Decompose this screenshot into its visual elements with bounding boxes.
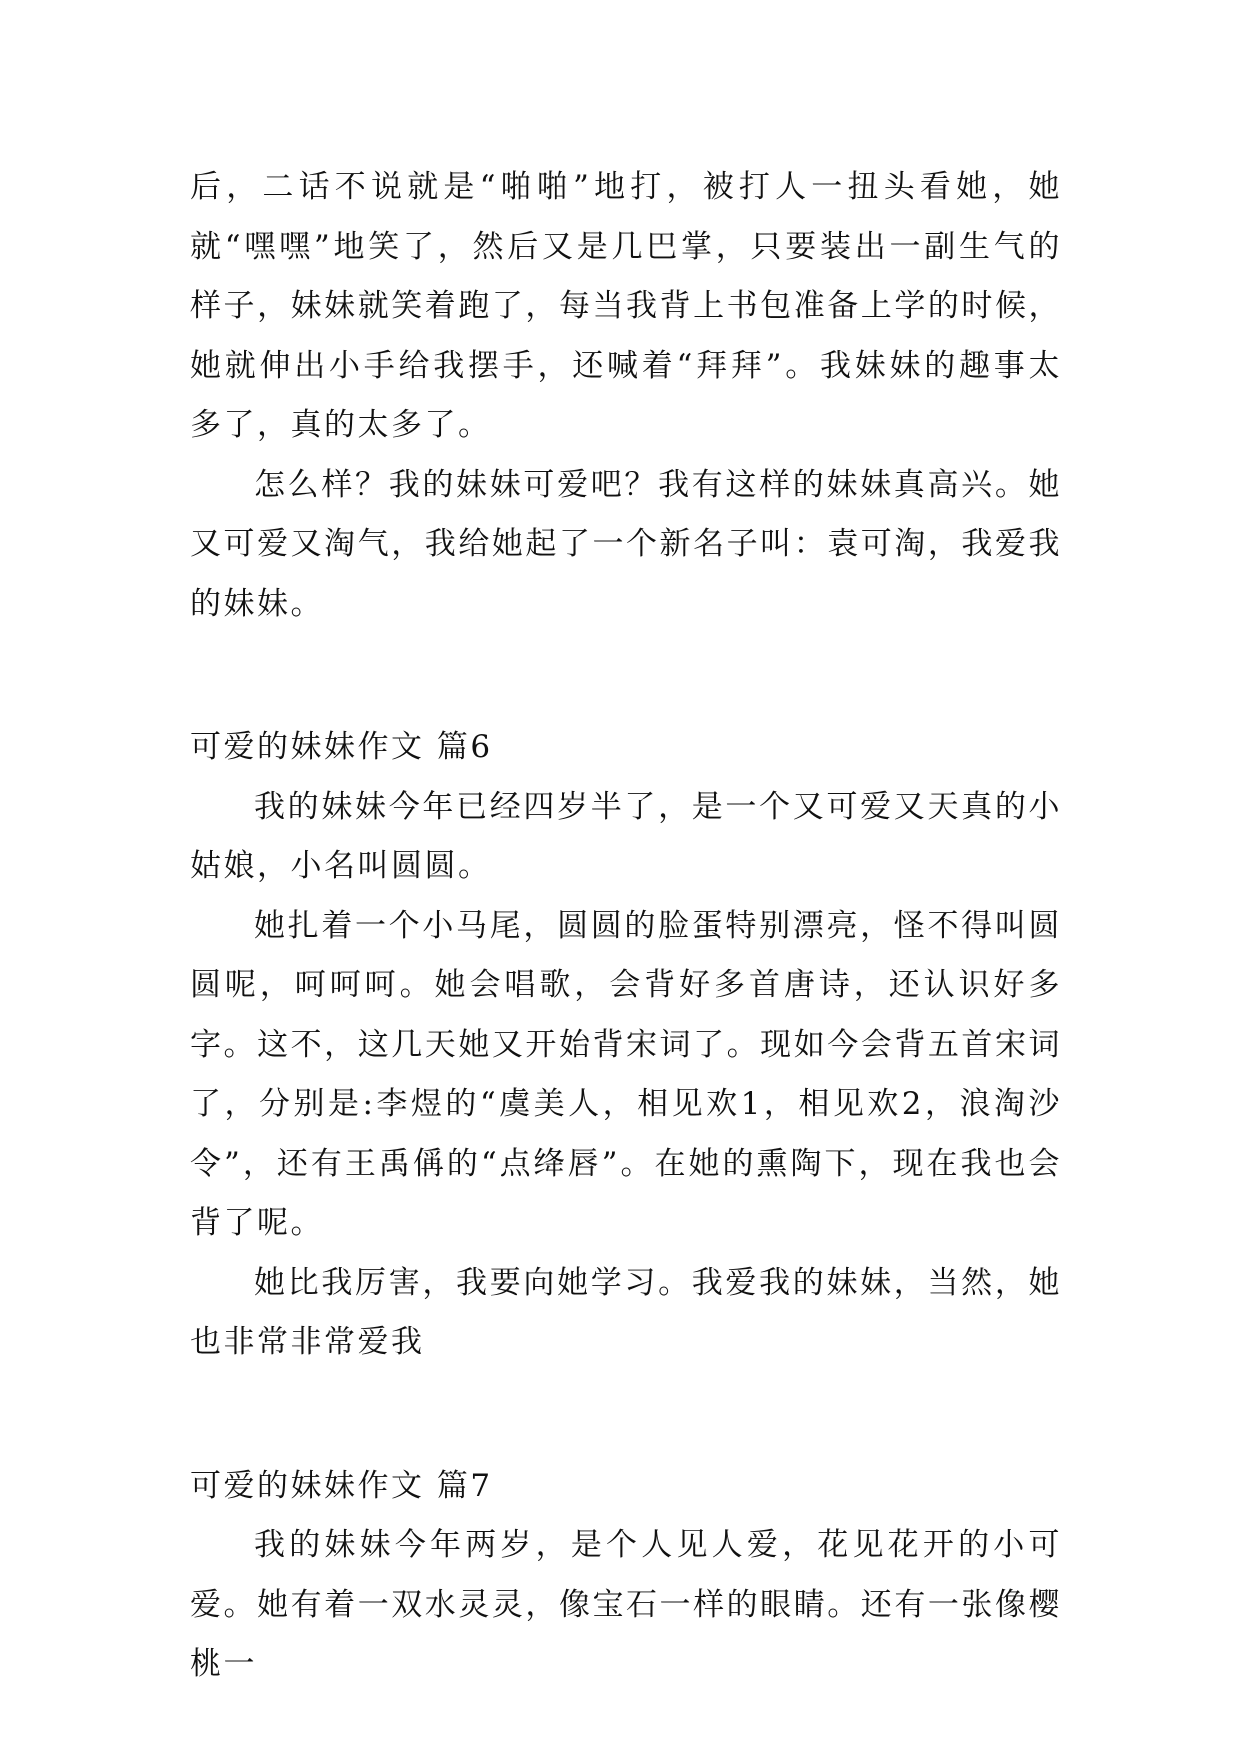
section-gap	[190, 1373, 1062, 1457]
section-heading-6: 可爱的妹妹作文 篇6	[190, 729, 493, 765]
section-heading-7: 可爱的妹妹作文 篇7	[190, 1467, 493, 1504]
paragraph-5: 她比我厉害，我要向她学习。我爱我的妹妹，当然，她也非常非常爱我	[190, 1264, 1062, 1360]
document-page	[190, 158, 1062, 1695]
paragraph-3: 我的妹妹今年已经四岁半了，是一个又可爱又天真的小姑娘，小名叫圆圆。	[190, 788, 1062, 884]
section-gap	[190, 634, 1062, 718]
paragraph-2: 怎么样？我的妹妹可爱吧？我有这样的妹妹真高兴。她又可爱又淘气，我给她起了一个新名子叫：袁可淘，我爱我的妹妹。	[190, 466, 1062, 622]
paragraph-1: 后，二话不说就是“啪啪”地打，被打人一扭头看她，她就“嘿嘿”地笑了，然后又是几巴掌，只要装出一副生气的样子，妹妹就笑着跑了，每当我背上书包准备上学的时候，她就伸出小手给我摆手，还喊着“拜拜”。我妹妹的趣事太多了，真的太多了。	[190, 169, 1062, 443]
paragraph-4: 她扎着一个小马尾，圆圆的脸蛋特别漂亮，怪不得叫圆圆呢，呵呵呵。她会唱歌，会背好多首唐诗，还认识好多字。这不，这几天她又开始背宋词了。现如今会背五首宋词了，分别是:李煜的“虞美人，相见欢1，相见欢2，浪淘沙令”，还有王禹偁的“点绛唇”。在她的熏陶下，现在我也会背了呢。	[190, 907, 1062, 1241]
paragraph-6: 我的妹妹今年两岁，是个人见人爱，花见花开的小可爱。她有着一双水灵灵，像宝石一样的眼睛。还有一张像樱桃一	[190, 1527, 1062, 1682]
